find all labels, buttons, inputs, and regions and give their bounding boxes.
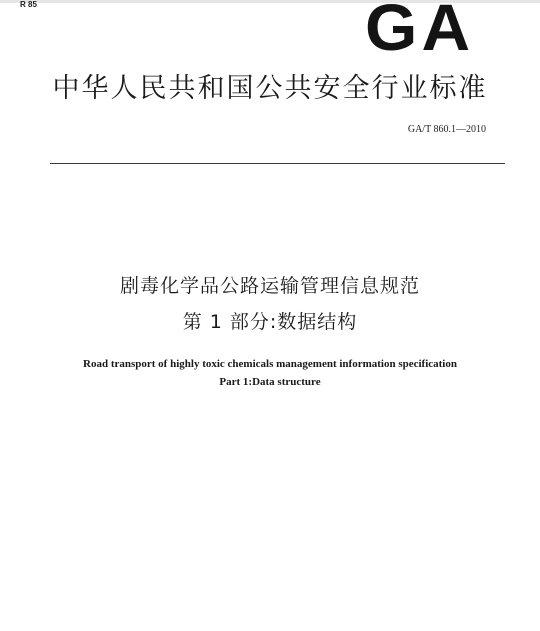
classification-code: R 85 [20,0,37,9]
document-title-english: Road transport of highly toxic chemicals management information specification [83,358,457,370]
document-title-chinese: 剧毒化学品公路运输管理信息规范 [119,275,420,297]
header-divider [50,163,505,164]
standard-number: GA/T 860.1—2010 [407,124,486,135]
document-part-chinese: 第 1 部分:数据结构 [182,311,358,333]
ga-logo: GA [365,0,475,64]
document-part-english: Part 1:Data structure [219,376,321,388]
standard-title: 中华人民共和国公共安全行业标准 [52,73,488,104]
